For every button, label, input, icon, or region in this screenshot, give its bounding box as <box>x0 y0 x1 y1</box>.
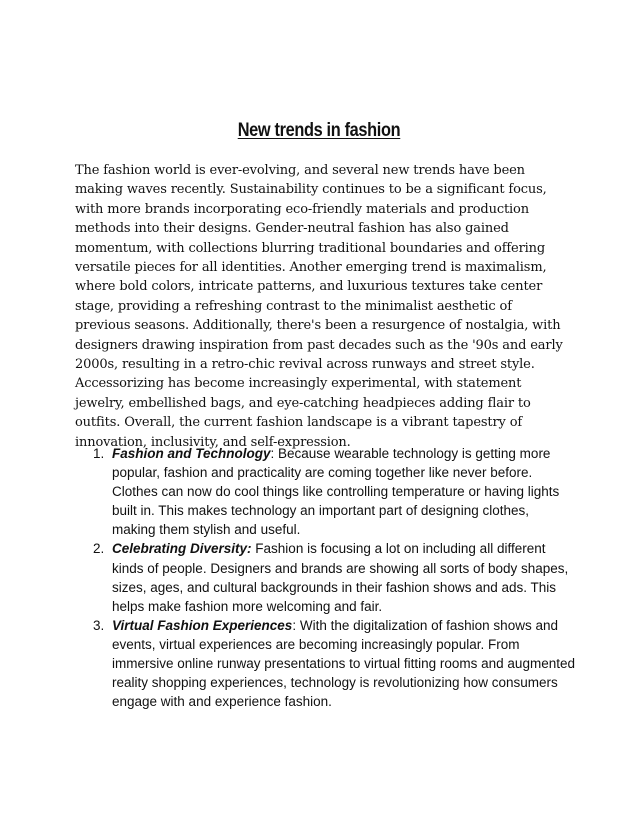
list-item <box>75 444 575 539</box>
list-item-number: 2. <box>93 541 105 557</box>
list-item-text: With the digitalization of fashion shows and events, virtual experiences are becoming increasingly popular. From immersive online runway presentations to virtual fitting rooms and augmented reality shopping experiences, technology is revolutionizing how consumers engage with and experience fashion. <box>112 617 575 710</box>
list-item-body <box>112 444 575 539</box>
list-item-text: Fashion is focusing a lot on including all different kinds of people. Designers and brands are showing all sorts of body shapes, sizes, ages, and cultural backgrounds in their fashion shows and ads. This helps make fashion more welcoming and fair. <box>112 541 569 614</box>
list-item-body <box>112 616 575 711</box>
list-item-term: Virtual Fashion Experiences <box>112 617 293 633</box>
list-item-separator: : <box>292 617 297 633</box>
list-item-separator: : <box>270 446 275 461</box>
list-item-number: 3. <box>93 617 105 633</box>
list-item-body <box>112 539 575 615</box>
intro-paragraph: The fashion world is ever-evolving, and several new trends have been making waves recently. Sustainability continues to be a significant focus, with more brands incorporating eco-friendly materials and production methods into their designs. Gender-neutral fashion has also gained momentum, with collections blurring traditional boundaries and offering versatile pieces for all identities. Another emerging trend is maximalism, where bold colors, intricate patterns, and luxurious textures take center stage, providing a refreshing contrast to the minimalist aesthetic of previous seasons. Additionally, there's been a resurgence of nostalgia, with designers drawing inspiration from past decades such as the '90s and early 2000s, resulting in a retro-chic revival across runways and street style. Accessorizing has become increasingly experimental, with statement jewelry, embellished bags, and eye-catching headpieces adding flair to outfits. Overall, the current fashion landscape is a vibrant tapestry of innovation, inclusivity, and self-expression. <box>75 163 563 450</box>
trends-list <box>75 444 575 711</box>
list-item-term: Fashion and Technology <box>112 446 271 461</box>
list-item <box>75 539 575 615</box>
document-title: New trends in fashion <box>237 120 401 141</box>
list-item-text: Because wearable technology is getting more popular, fashion and practicality are coming together like never before. Clothes can now do cool things like controlling temperature or having lights built in. This makes technology an important part of designing clothes, making them stylish and useful. <box>112 446 560 538</box>
list-item <box>75 616 575 711</box>
list-item-number: 1. <box>93 446 105 461</box>
list-item-term: Celebrating Diversity: <box>112 541 252 557</box>
